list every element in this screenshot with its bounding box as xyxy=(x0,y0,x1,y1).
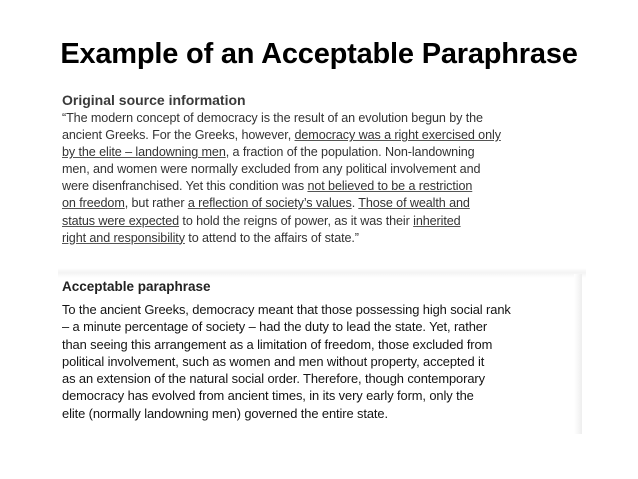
underlined-phrase: on freedom xyxy=(62,196,125,211)
text-segment: to hold the reigns of power, as it was their xyxy=(179,213,414,228)
underlined-phrase: not believed to be a restriction xyxy=(307,179,473,194)
text-segment: were disenfranchised. Yet this condition was xyxy=(62,179,308,194)
text-segment: “The modern concept of democracy is the result of an evolution begun by the xyxy=(62,111,483,125)
text-segment: , but rather xyxy=(124,196,188,211)
acceptable-paraphrase-text xyxy=(62,301,584,422)
paraphrase-text-line: than seeing this arrangement as a limitation of freedom, those excluded from xyxy=(62,336,493,352)
underlined-phrase: inherited xyxy=(413,213,461,228)
original-text-line xyxy=(62,178,578,195)
underlined-phrase: democracy was a right exercised only xyxy=(294,128,501,143)
original-text-line xyxy=(62,213,578,230)
text-segment: ancient Greeks. For the Greeks, however, xyxy=(62,128,295,143)
slide-title: Example of an Acceptable Paraphrase xyxy=(60,38,578,70)
acceptable-paraphrase-heading: Acceptable paraphrase xyxy=(62,279,211,294)
paraphrase-text-line: To the ancient Greeks, democracy meant that those possessing high social rank xyxy=(62,302,511,317)
paraphrase-text-line: democracy has evolved from ancient times, in its very early form, only the xyxy=(62,388,474,404)
paraphrase-text-line: elite (normally landowning men) governed the entire state. xyxy=(62,405,388,421)
underlined-phrase: Those of wealth and xyxy=(358,196,470,211)
original-text-line xyxy=(62,144,578,161)
text-segment: , a fraction of the population. Non-landowning xyxy=(225,145,475,160)
page-divider xyxy=(58,268,586,278)
paraphrase-text-line: as an extension of the natural social order. Therefore, though contemporary xyxy=(62,371,485,387)
original-text-line xyxy=(62,110,578,127)
underlined-phrase: right and responsibility xyxy=(62,230,185,245)
text-segment: to attend to the affairs of state.” xyxy=(184,230,359,245)
text-segment: . xyxy=(351,196,359,211)
original-text-line xyxy=(62,127,578,144)
original-text-line xyxy=(62,195,578,212)
underlined-phrase: by the elite – landowning men xyxy=(62,145,226,160)
underlined-phrase: a reflection of society’s values xyxy=(187,196,352,211)
original-text-line xyxy=(62,230,578,247)
original-text-line xyxy=(62,161,578,178)
paraphrase-text-line: political involvement, such as women and men without property, accepted it xyxy=(62,353,485,369)
original-source-text xyxy=(62,110,578,247)
paraphrase-text-line: – a minute percentage of society – had the duty to lead the state. Yet, rather xyxy=(62,319,488,335)
original-source-heading: Original source information xyxy=(62,92,246,108)
scanned-excerpt xyxy=(58,86,578,446)
underlined-phrase: status were expected xyxy=(62,213,180,228)
text-segment: men, and women were normally excluded from any political involvement and xyxy=(62,162,481,177)
